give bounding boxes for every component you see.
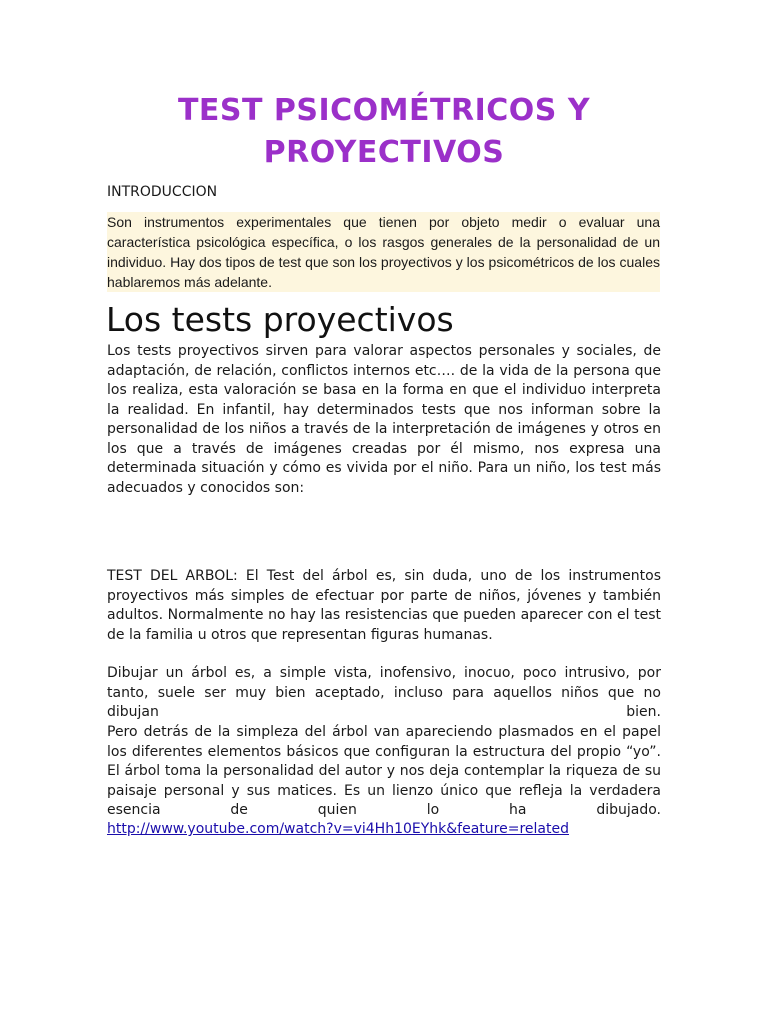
title-line-2: PROYECTIVOS	[263, 135, 505, 170]
youtube-link[interactable]: http://www.youtube.com/watch?v=vi4Hh10EYhk&feature=related	[107, 821, 569, 837]
paragraph-tree-test: TEST DEL ARBOL: El Test del árbol es, sin duda, uno de los instrumentos proyectivos más simples de efectuar por parte de niños, jóvenes y también adultos. Normalmente no hay las resistencias que pueden aparecer con el test de la familia u otros que representan figuras humanas.	[107, 568, 661, 643]
section-title: Los tests proyectivos	[106, 300, 454, 339]
intro-paragraph: Son instrumentos experimentales que tienen por objeto medir o evaluar una característica psicológica específica, o los rasgos generales de la personalidad de un individuo. Hay dos tipos de test que son los proyectivos y los psicométricos de los cuales hablaremos más adelante.	[107, 214, 660, 290]
paragraph-drawing-tree: Dibujar un árbol es, a simple vista, inofensivo, inocuo, poco intrusivo, por tanto, suele ser muy bien aceptado, incluso para aquellos niños que no dibujan bien.	[107, 665, 661, 720]
intro-heading: INTRODUCCION	[107, 184, 218, 200]
document-title	[0, 90, 768, 174]
paragraph-projective-tests: Los tests proyectivos sirven para valorar aspectos personales y sociales, de adaptación, de relación, conflictos internos etc…. de la vida de la persona que los realiza, esta valoración se basa en la forma en que el individuo interpreta la realidad. En infantil, hay determinados tests que nos informan sobre la personalidad de los niños a través de la interpretación de imágenes y otros en los que a través de imágenes creadas por él mismo, nos expresa una determinada situación y cómo es vivida por el niño. Para un niño, los test más adecuados y conocidos son:	[107, 343, 661, 496]
paragraph-tree-personality: Pero detrás de la simpleza del árbol van apareciendo plasmados en el papel los diferentes elementos básicos que configuran la estructura del propio “yo”. El árbol toma la personalidad del autor y nos deja contemplar la riqueza de su paisaje personal y sus matices. Es un lienzo único que refleja la verdadera esencia de quien lo ha dibujado.	[107, 724, 661, 818]
title-line-1: TEST PSICOMÉTRICOS Y	[177, 93, 591, 128]
